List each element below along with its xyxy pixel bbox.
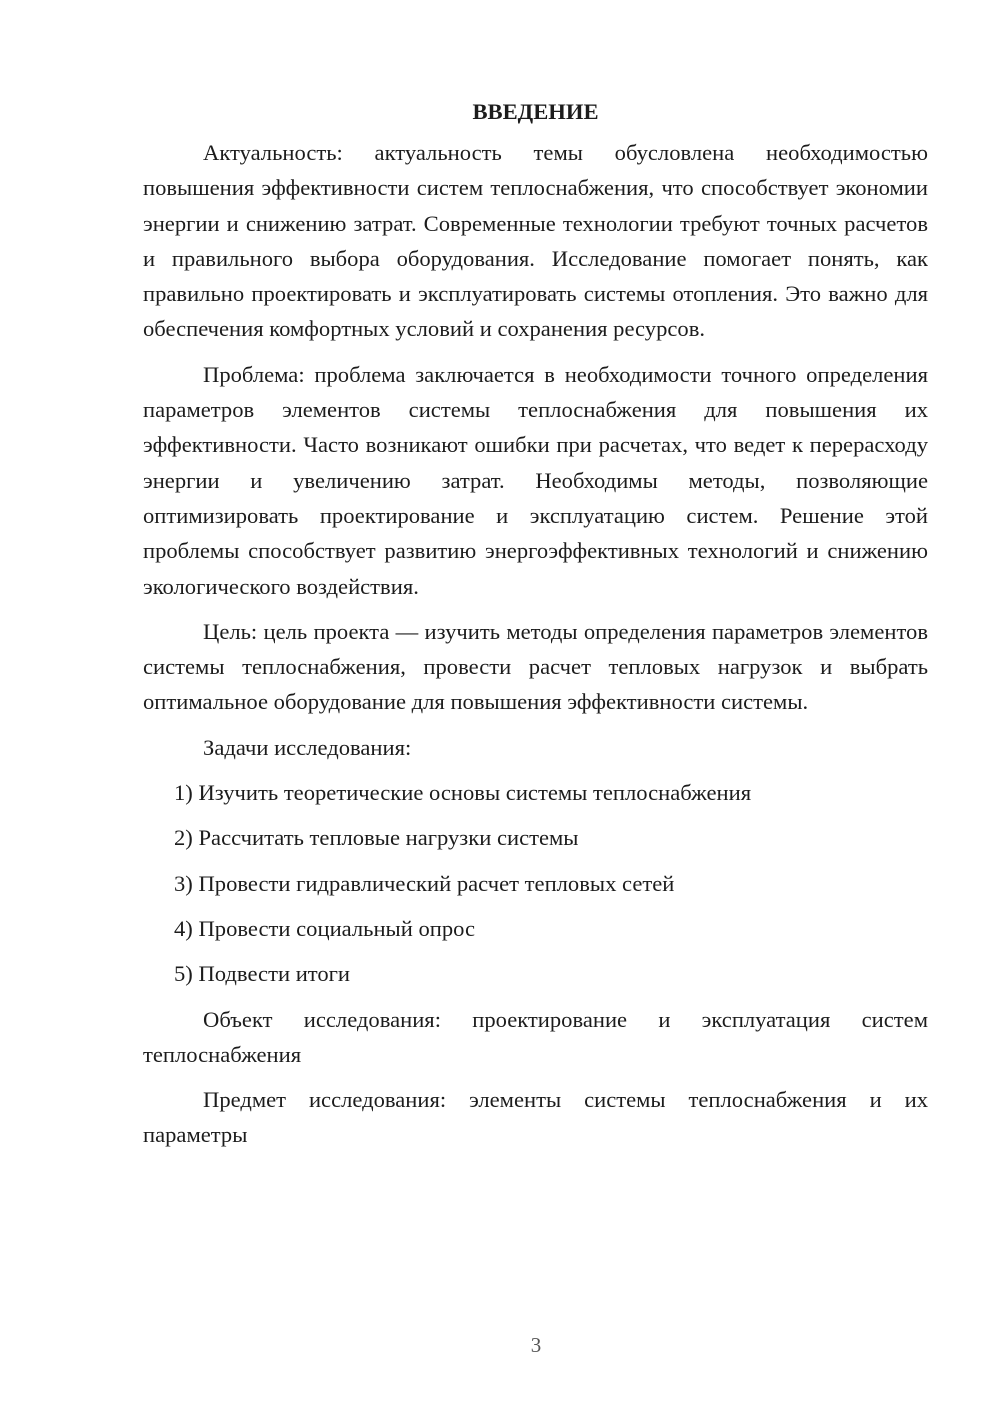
subject-paragraph: Предмет исследования: элементы системы теплоснабжения и их параметры (143, 1087, 928, 1148)
task-item: 3) Провести гидравлический расчет тепловых сетей (174, 870, 675, 896)
task-item: 5) Подвести итоги (174, 961, 351, 987)
page-number: 3 (530, 1333, 542, 1357)
document-page (143, 94, 928, 1153)
relevance-paragraph: Актуальность: актуальность темы обусловлена необходимостью повышения эффективности систем теплоснабжения, что способствует экономии энергии и снижению затрат. Современные технологии требуют точных расчетов и правильного выбора оборудования. Исследование помогает понять, как правильно проектировать и эксплуатировать системы отопления. Это важно для обеспечения комфортных условий и сохранения ресурсов. (143, 140, 928, 342)
task-item: 2) Рассчитать тепловые нагрузки системы (174, 825, 579, 851)
object-paragraph: Объект исследования: проектирование и эксплуатация систем теплоснабжения (143, 1006, 928, 1067)
task-item: 1) Изучить теоретические основы системы теплоснабжения (174, 780, 752, 806)
task-list (143, 775, 928, 991)
tasks-heading: Задачи исследования: (203, 734, 412, 760)
task-item: 4) Провести социальный опрос (174, 915, 476, 941)
problem-paragraph: Проблема: проблема заключается в необходимости точного определения параметров элементов системы теплоснабжения для повышения их эффективности. Часто возникают ошибки при расчетах, что ведет к перерасходу энергии и увеличению затрат. Необходимы методы, позволяющие оптимизировать проектирование и эксплуатацию систем. Решение этой проблемы способствует развитию энергоэффективных технологий и снижению экологического воздействия. (143, 361, 928, 599)
goal-paragraph: Цель: цель проекта — изучить методы определения параметров элементов системы теплоснабжения, провести расчет тепловых нагрузок и выбрать оптимальное оборудование для повышения эффективности системы. (143, 618, 928, 715)
section-title: ВВЕДЕНИЕ (472, 99, 599, 124)
